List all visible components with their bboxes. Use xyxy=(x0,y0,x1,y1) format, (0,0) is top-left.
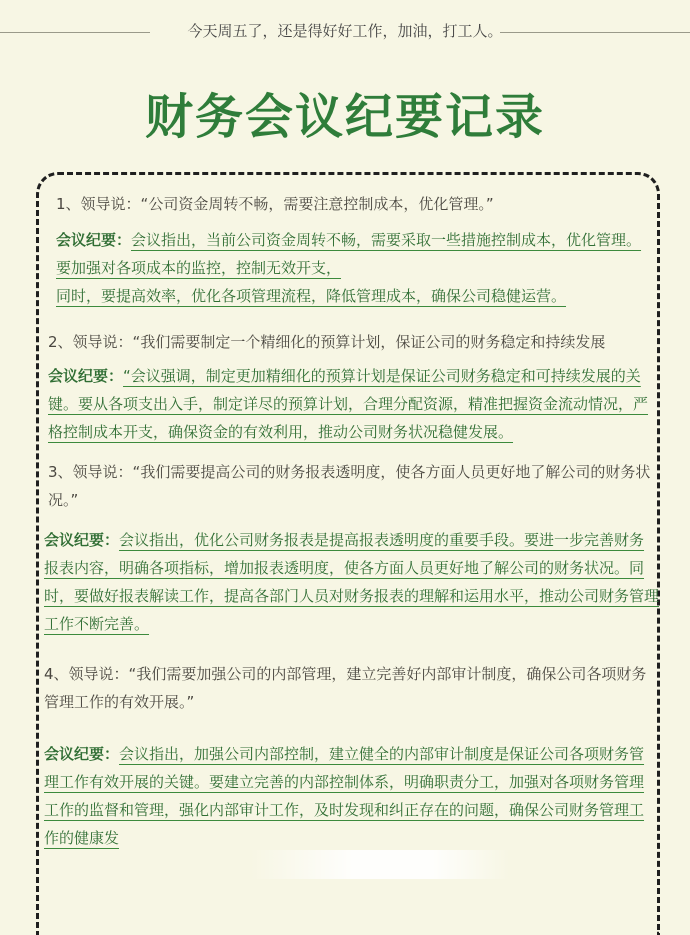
minutes-list xyxy=(44,190,662,852)
top-banner: 今天周五了，还是得好好工作，加油，打工人。 xyxy=(187,22,503,40)
minutes-text-4: 会议指出，加强公司内部控制，建立健全的内部审计制度是保证公司各项财务管理工作有效开展的关键。要建立完善的内部控制体系，明确职责分工，加强对各项财务管理工作的监督和管理，强化内部审计工作，及时发现和纠正存在的问题，确保公司财务管理工作的健康发 xyxy=(44,745,645,847)
minutes-text-3: 会议指出，优化公司财务报表是提高报表透明度的重要手段。要进一步完善财务报表内容，明确各项指标，增加报表透明度，使各方面人员更好地了解公司的财务状况。同时，要做好报表解读工作，提高各部门人员对财务报表的理解和运用水平，推动公司财务管理工作不断完善。 xyxy=(44,531,660,633)
minutes-label-2: 会议纪要： xyxy=(48,367,124,385)
fade-overlay xyxy=(250,850,510,879)
leader-quote-3: 3、领导说：“我们需要提高公司的财务报表透明度，使各方面人员更好地了解公司的财务状况。” xyxy=(48,463,651,509)
minutes-label-1: 会议纪要： xyxy=(56,231,132,249)
minutes-text-2: “会议强调，制定更加精细化的预算计划是保证公司财务稳定和可持续发展的关键。要从各项支出入手，制定详尽的预算计划，合理分配资源，精准把握资金流动情况，严格控制成本开支，确保资金的有效利用，推动公司财务状况稳健发展。 xyxy=(48,367,649,441)
leader-quote-2: 2、领导说：“我们需要制定一个精细化的预算计划，保证公司的财务稳定和持续发展 xyxy=(48,333,606,351)
page-title: 财务会议纪要记录 xyxy=(144,89,545,145)
leader-quote-1: 1、领导说：“公司资金周转不畅，需要注意控制成本，优化管理。” xyxy=(56,195,494,213)
minutes-3 xyxy=(44,526,659,638)
minutes-2 xyxy=(48,362,653,446)
minutes-label-4: 会议纪要： xyxy=(44,745,120,763)
minutes-text-1: 会议指出，当前公司资金周转不畅，需要采取一些措施控制成本，优化管理。要加强对各项成本的监控，控制无效开支， 同时，要提高效率，优化各项管理流程，降低管理成本，确保公司稳健运营。 xyxy=(56,231,642,305)
leader-quote-4: 4、领导说：“我们需要加强公司的内部管理，建立完善好内部审计制度，确保公司各项财务管理工作的有效开展。” xyxy=(44,665,647,711)
minutes-label-3: 会议纪要： xyxy=(44,531,120,549)
minutes-1 xyxy=(56,226,646,310)
minutes-4 xyxy=(44,740,649,852)
